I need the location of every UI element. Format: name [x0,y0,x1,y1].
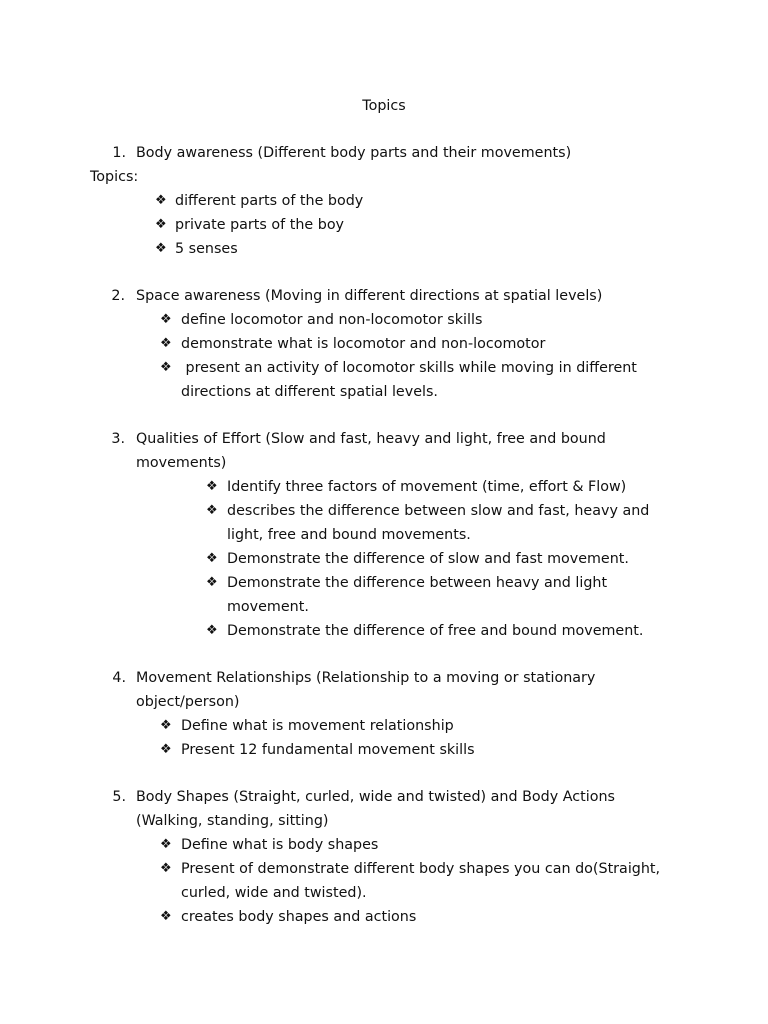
topic-title: Space awareness (Moving in different directions at spatial levels) [136,288,603,304]
topic-section [0,785,768,929]
bullet-text: present an activity of locomotor skills while moving in different [181,360,637,376]
bullet-item [0,332,768,356]
bullet-text: Demonstrate the difference of free and bound movement. [227,623,644,639]
topic-heading [0,785,768,809]
diamond-bullet-icon: ❖ [160,336,172,351]
topic-number: 2. [111,288,125,304]
diamond-bullet-icon: ❖ [155,217,167,232]
diamond-bullet-icon: ❖ [155,193,167,208]
topics-label: Topics: [90,169,139,185]
bullet-item [0,213,768,237]
diamond-bullet-icon: ❖ [160,742,172,757]
bullet-text: define locomotor and non-locomotor skills [181,312,483,328]
bullet-list [0,308,768,404]
document-title: Topics [362,98,406,114]
bullet-text: Present 12 fundamental movement skills [181,742,475,758]
bullet-item [0,833,768,857]
topic-title: Body Shapes (Straight, curled, wide and twisted) and Body Actions [136,789,615,805]
diamond-bullet-icon: ❖ [160,909,172,924]
diamond-bullet-icon: ❖ [160,861,172,876]
bullet-text: creates body shapes and actions [181,909,417,925]
topic-title-continuation: (Walking, standing, sitting) [136,813,329,829]
bullet-text: demonstrate what is locomotor and non-locomotor [181,336,546,352]
topic-number: 4. [112,670,126,686]
bullet-text: Identify three factors of movement (time, effort & Flow) [227,479,627,495]
topic-heading [0,427,768,451]
topic-number: 5. [112,789,126,805]
topic-heading-continuation [0,809,768,833]
bullet-list [0,475,768,643]
diamond-bullet-icon: ❖ [206,479,218,494]
diamond-bullet-icon: ❖ [206,551,218,566]
bullet-item [0,356,768,404]
topic-number: 1. [112,145,126,161]
topic-heading [0,141,768,165]
topic-number: 3. [111,431,125,447]
topic-title-continuation: object/person) [136,694,240,710]
topic-heading-continuation [0,451,768,475]
diamond-bullet-icon: ❖ [160,312,172,327]
topic-title: Movement Relationships (Relationship to a moving or stationary [136,670,596,686]
bullet-item [0,237,768,261]
bullet-list [0,833,768,929]
bullet-item [0,475,768,499]
bullet-text: Demonstrate the difference between heavy and light [227,575,608,591]
bullet-text: private parts of the boy [175,217,345,233]
topic-section [0,427,768,643]
topic-section [0,666,768,762]
topic-heading-continuation [0,690,768,714]
bullet-item [0,308,768,332]
bullet-item [0,189,768,213]
diamond-bullet-icon: ❖ [155,241,167,256]
topic-heading [0,666,768,690]
diamond-bullet-icon: ❖ [160,718,172,733]
bullet-text: different parts of the body [175,193,364,209]
bullet-list [0,189,768,261]
bullet-item [0,499,768,547]
topic-section [0,284,768,404]
bullet-item [0,619,768,643]
topics-label-line [0,165,768,189]
bullet-item [0,905,768,929]
bullet-item [0,714,768,738]
bullet-text: Define what is body shapes [181,837,379,853]
diamond-bullet-icon: ❖ [206,575,218,590]
bullet-text-continuation: light, free and bound movements. [227,527,471,543]
topic-heading [0,284,768,308]
diamond-bullet-icon: ❖ [206,503,218,518]
bullet-item [0,571,768,619]
bullet-text: describes the difference between slow and fast, heavy and [227,503,650,519]
diamond-bullet-icon: ❖ [160,360,172,375]
bullet-text: 5 senses [175,241,238,257]
bullet-list [0,714,768,762]
bullet-text: Define what is movement relationship [181,718,454,734]
topic-title-continuation: movements) [136,455,227,471]
diamond-bullet-icon: ❖ [160,837,172,852]
bullet-text: Present of demonstrate different body shapes you can do(Straight, [181,861,661,877]
bullet-text-continuation: directions at different spatial levels. [181,384,438,400]
bullet-item [0,857,768,905]
topic-title: Qualities of Effort (Slow and fast, heavy and light, free and bound [136,431,606,447]
diamond-bullet-icon: ❖ [206,623,218,638]
bullet-item [0,738,768,762]
bullet-item [0,547,768,571]
topic-section [0,141,768,261]
bullet-text: Demonstrate the difference of slow and fast movement. [227,551,629,567]
bullet-text-continuation: curled, wide and twisted). [181,885,367,901]
topic-title: Body awareness (Different body parts and their movements) [136,145,572,161]
bullet-text-continuation: movement. [227,599,309,615]
